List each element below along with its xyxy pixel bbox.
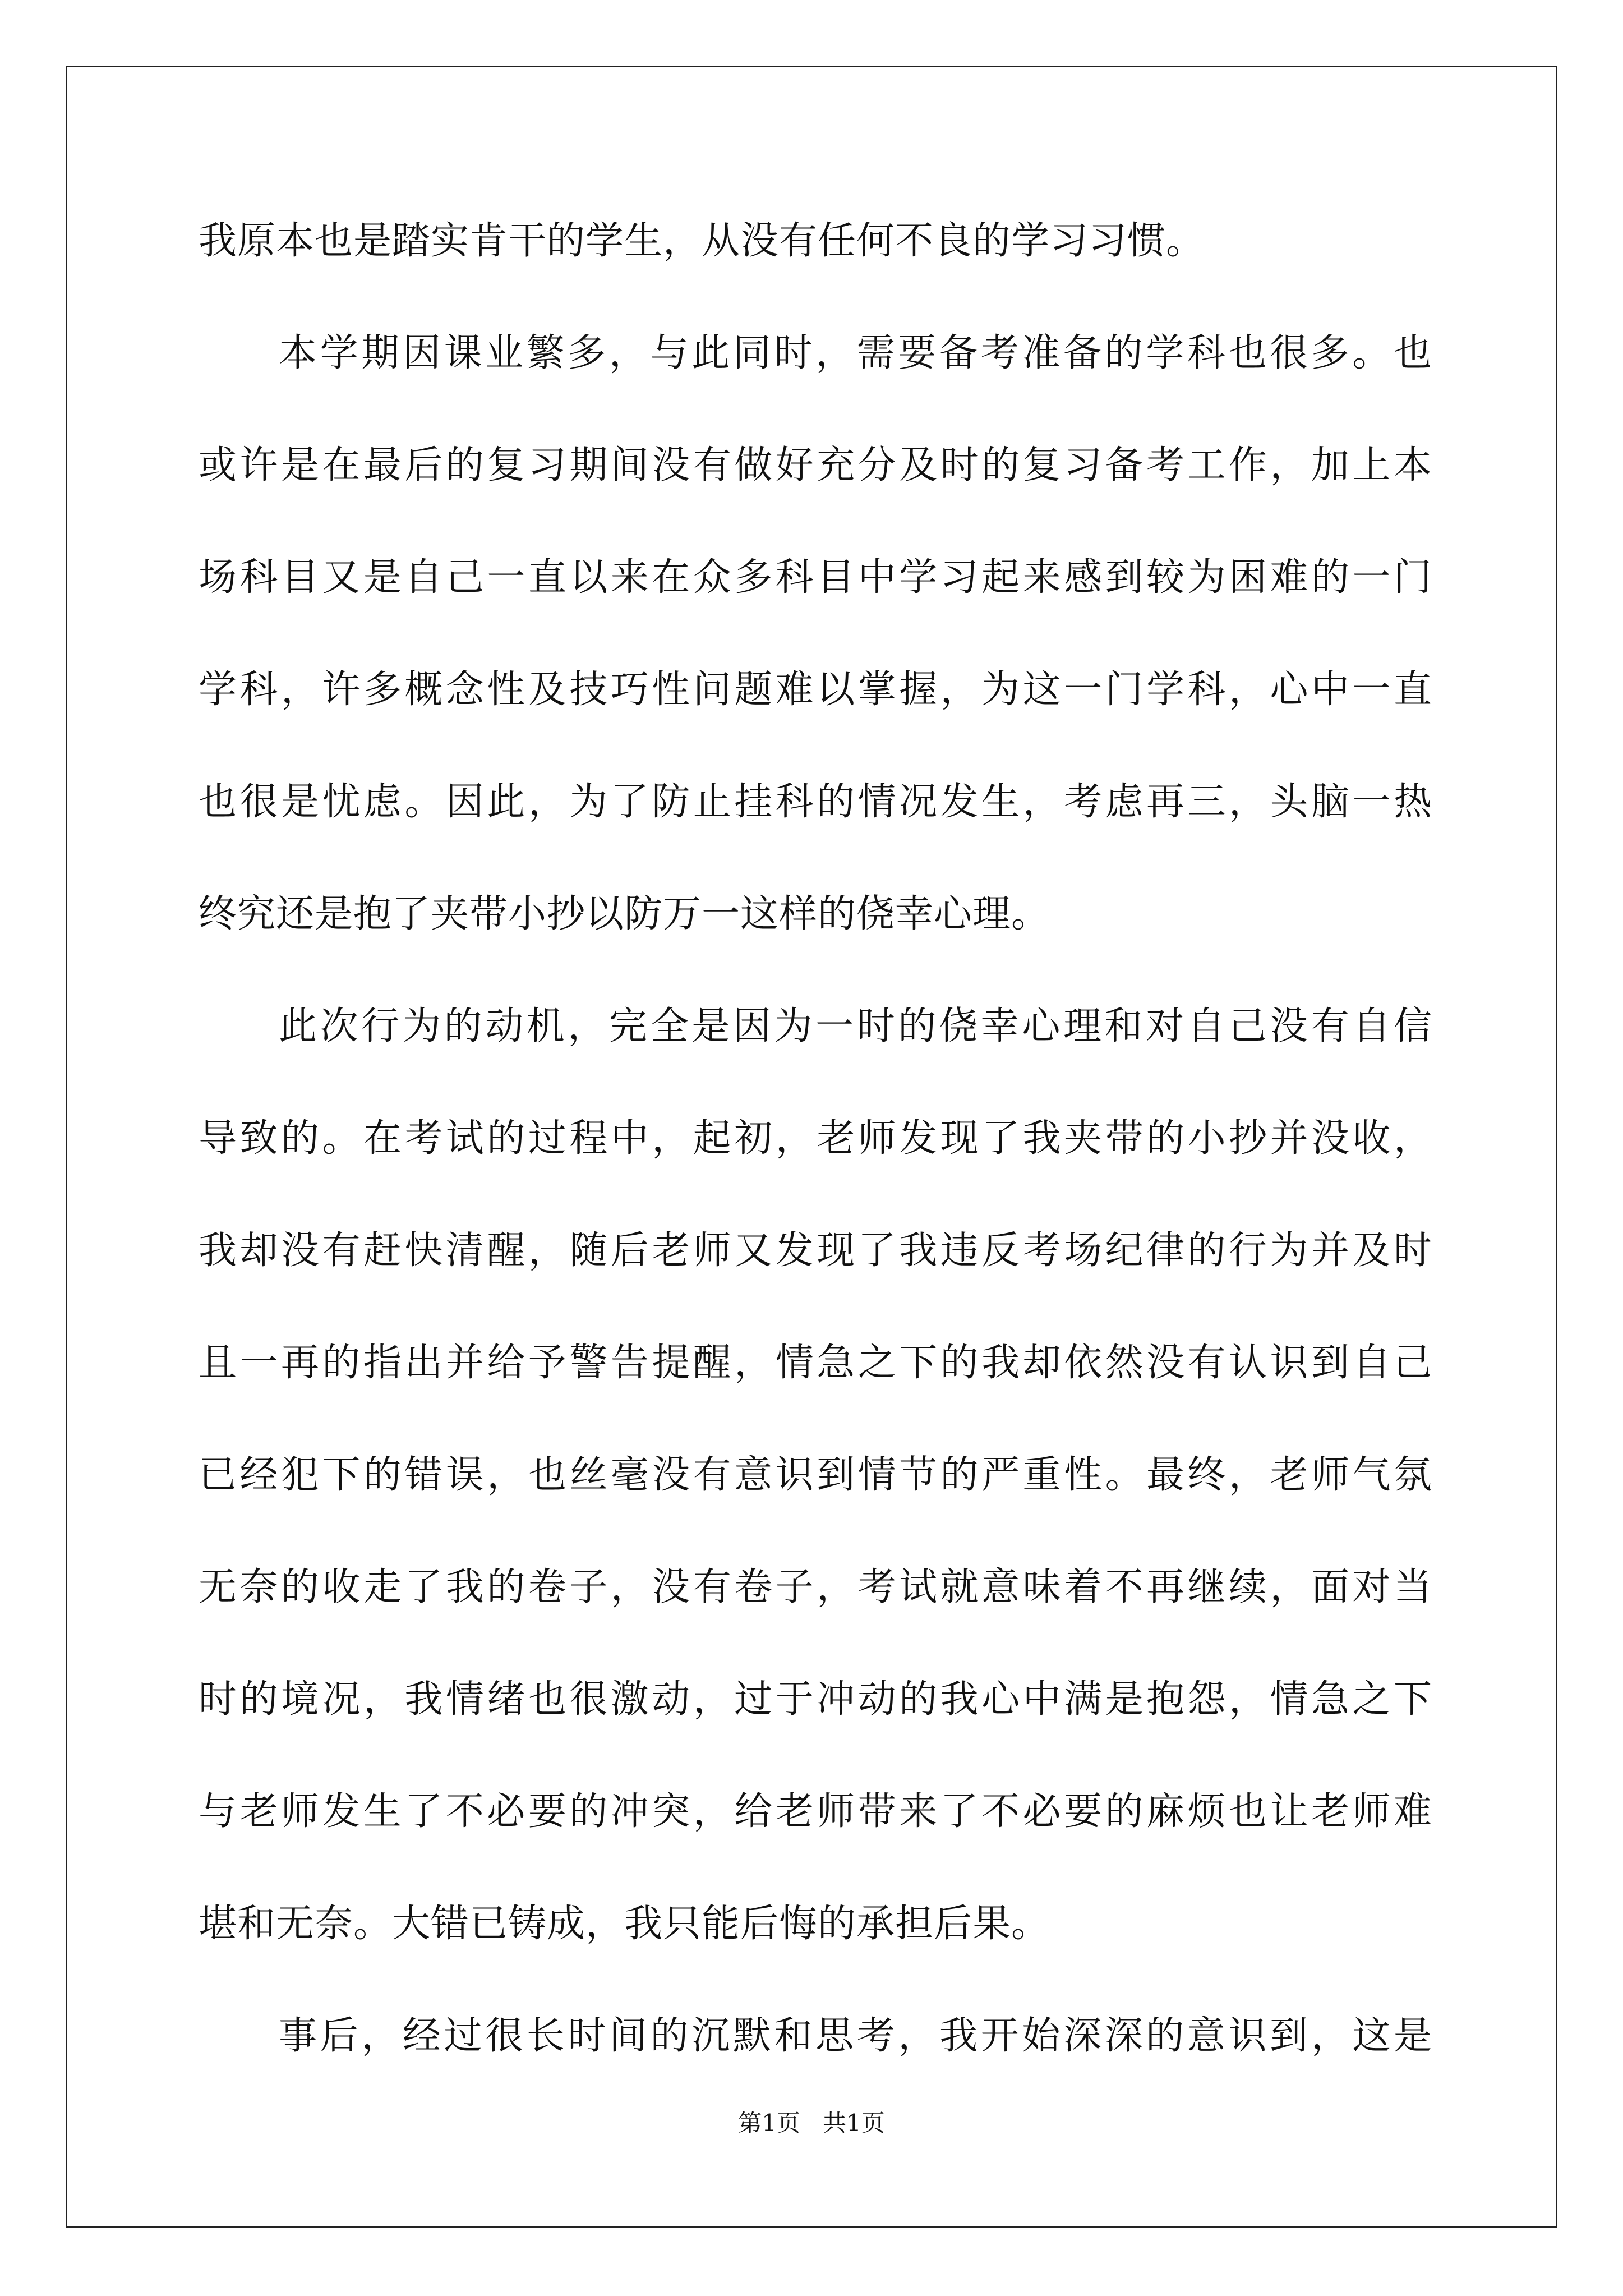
text-line: 终究还是抱了夹带小抄以防万一这样的侥幸心理。: [199, 892, 1050, 936]
text-line: 或许是在最后的复习期间没有做好充分及时的复习备考工作，加上本: [199, 443, 1432, 487]
text-line: 与老师发生了不必要的冲突，给老师带来了不必要的麻烦也让老师难: [199, 1789, 1432, 1834]
text-line: 此次行为的动机，完全是因为一时的侥幸心理和对自己没有自信: [279, 1004, 1432, 1048]
text-line: 场科目又是自己一直以来在众多科目中学习起来感到较为困难的一门: [199, 555, 1432, 600]
text-line: 且一再的指出并给予警告提醒，情急之下的我却依然没有认识到自己: [199, 1341, 1432, 1385]
text-line: 学科，许多概念性及技巧性问题难以掌握，为这一门学科，心中一直: [199, 668, 1432, 712]
page-number: 第1页: [738, 2109, 800, 2137]
text-line: 已经犯下的错误，也丝毫没有意识到情节的严重性。最终，老师气氛: [199, 1453, 1432, 1497]
text-line: 本学期因课业繁多，与此同时，需要备考准备的学科也很多。也: [279, 331, 1432, 375]
text-line: 堪和无奈。大错已铸成，我只能后悔的承担后果。: [199, 1902, 1050, 1946]
text-line: 我却没有赶快清醒，随后老师又发现了我违反考场纪律的行为并及时: [199, 1228, 1432, 1273]
text-line: 导致的。在考试的过程中，起初，老师发现了我夹带的小抄并没收，: [199, 1116, 1432, 1161]
text-line: 时的境况，我情绪也很激动，过于冲动的我心中满是抱怨，情急之下: [199, 1677, 1432, 1722]
page-footer: [0, 2106, 1623, 2140]
text-line: 我原本也是踏实肯干的学生，从没有任何不良的学习习惯。: [199, 219, 1205, 263]
text-line: 事后，经过很长时间的沉默和思考，我开始深深的意识到，这是: [279, 2014, 1432, 2058]
page-total: 共1页: [823, 2109, 885, 2137]
text-line: 无奈的收走了我的卷子，没有卷子，考试就意味着不再继续，面对当: [199, 1565, 1432, 1609]
text-line: 也很是忧虑。因此，为了防止挂科的情况发生，考虑再三，头脑一热: [199, 780, 1432, 824]
